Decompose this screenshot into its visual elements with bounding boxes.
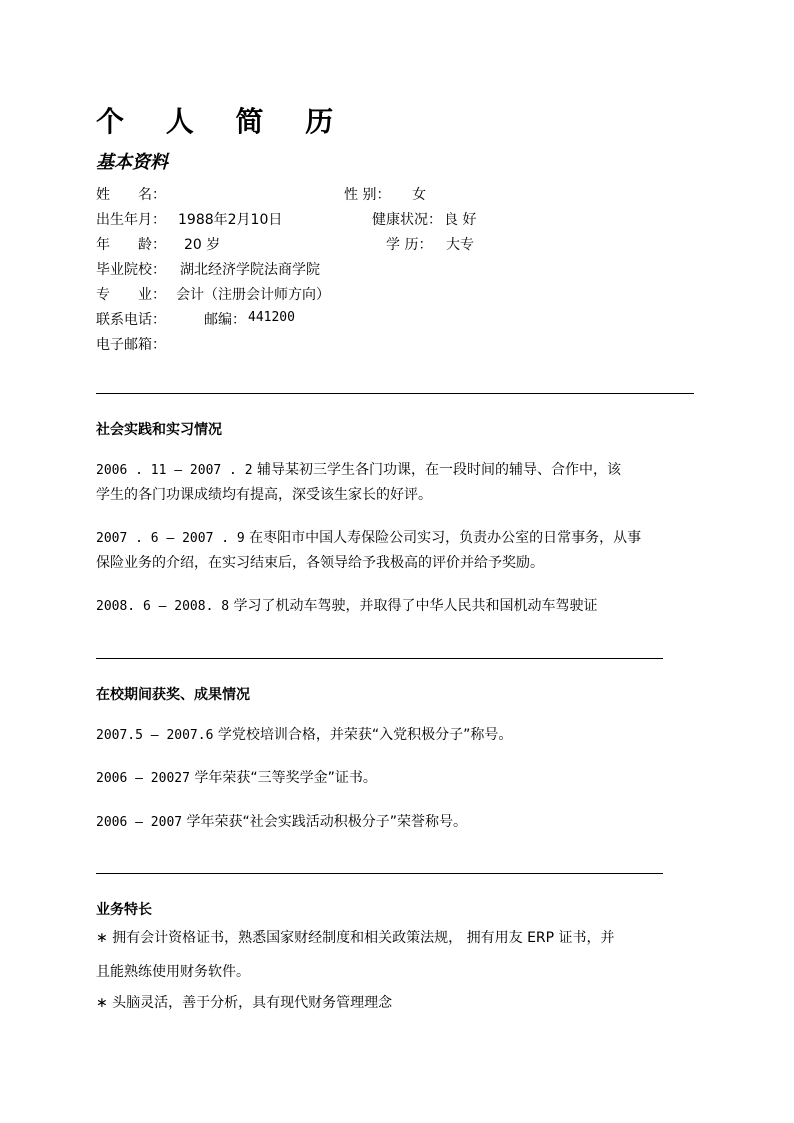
practice-item-3: [96, 594, 598, 619]
major-value: 会计（注册会计师方向）: [176, 287, 330, 303]
basic-info-heading: 基本资料: [96, 152, 168, 173]
award-item-3-text: 学年荣获“社会实践活动积极分子”荣誉称号。: [186, 814, 468, 830]
practice-item-1-line2: 学生的各门功课成绩均有提高，深受该生家长的好评。: [96, 487, 432, 503]
zip-label: 邮编：: [204, 312, 246, 328]
education-value: 大专: [446, 237, 474, 253]
divider: [96, 873, 663, 874]
award-item-2-text: 学年荣获“三等奖学金”证书。: [194, 770, 377, 786]
practice-item-3-text: 学习了机动车驾驶，并取得了中华人民共和国机动车驾驶证: [233, 598, 598, 614]
skills-heading: 业务特长: [96, 902, 152, 918]
award-item-3-date: 2006 — 2007: [96, 815, 183, 830]
birth-label: 出生年月：: [96, 212, 166, 228]
practice-item-1-date: 2006 . 11 — 2007 . 2: [96, 463, 253, 478]
health-label: 健康状况：: [372, 212, 442, 228]
awards-heading: 在校期间获奖、成果情况: [96, 687, 250, 703]
award-item-1: [96, 723, 512, 748]
health-value: 良 好: [444, 212, 477, 228]
practice-heading: 社会实践和实习情况: [96, 422, 222, 438]
email-label: 电子邮箱：: [96, 337, 166, 353]
birth-value: 1988年2月10日: [178, 212, 283, 228]
practice-item-2-line1: [96, 526, 641, 551]
practice-item-2-line2: 保险业务的介绍，在实习结束后，各领导给予我极高的评价并给予奖励。: [96, 555, 544, 571]
gender-value: 女: [412, 187, 426, 203]
skills-item-1-line1: ∗ 拥有会计资格证书，熟悉国家财经制度和相关政策法规， 拥有用友 ERP 证书，并: [96, 930, 615, 946]
school-value: 湖北经济学院法商学院: [180, 262, 320, 278]
education-label: 学 历：: [386, 237, 433, 253]
page-title: 个 人 简 历: [96, 105, 350, 138]
practice-item-2-text: 在枣阳市中国人寿保险公司实习，负责办公室的日常事务，从事: [249, 530, 642, 546]
name-label: 姓 名：: [96, 187, 166, 203]
school-label: 毕业院校：: [96, 262, 166, 278]
practice-item-1-text: 辅导某初三学生各门功课，在一段时间的辅导、合作中，该: [257, 462, 621, 478]
award-item-2-date: 2006 — 20027: [96, 771, 190, 786]
practice-item-3-date: 2008. 6 — 2008. 8: [96, 599, 230, 614]
gender-label: 性 别：: [344, 187, 391, 203]
award-item-1-text: 学党校培训合格，并荣获“入党积极分子”称号。: [217, 727, 513, 743]
divider: [96, 393, 694, 394]
phone-label: 联系电话：: [96, 312, 166, 328]
award-item-2: [96, 766, 377, 791]
award-item-3: [96, 810, 467, 835]
age-label: 年 龄：: [96, 237, 166, 253]
award-item-1-date: 2007.5 — 2007.6: [96, 728, 214, 743]
zip-value: 441200: [248, 310, 295, 325]
major-label: 专 业：: [96, 287, 166, 303]
age-value: 20 岁: [184, 237, 221, 253]
divider: [96, 658, 663, 659]
skills-item-2: ∗ 头脑灵活，善于分析，具有现代财务管理理念: [96, 995, 393, 1011]
skills-item-1-line2: 且能熟练使用财务软件。: [96, 964, 250, 980]
practice-item-1-line1: [96, 458, 621, 483]
practice-item-2-date: 2007 . 6 — 2007 . 9: [96, 531, 245, 546]
